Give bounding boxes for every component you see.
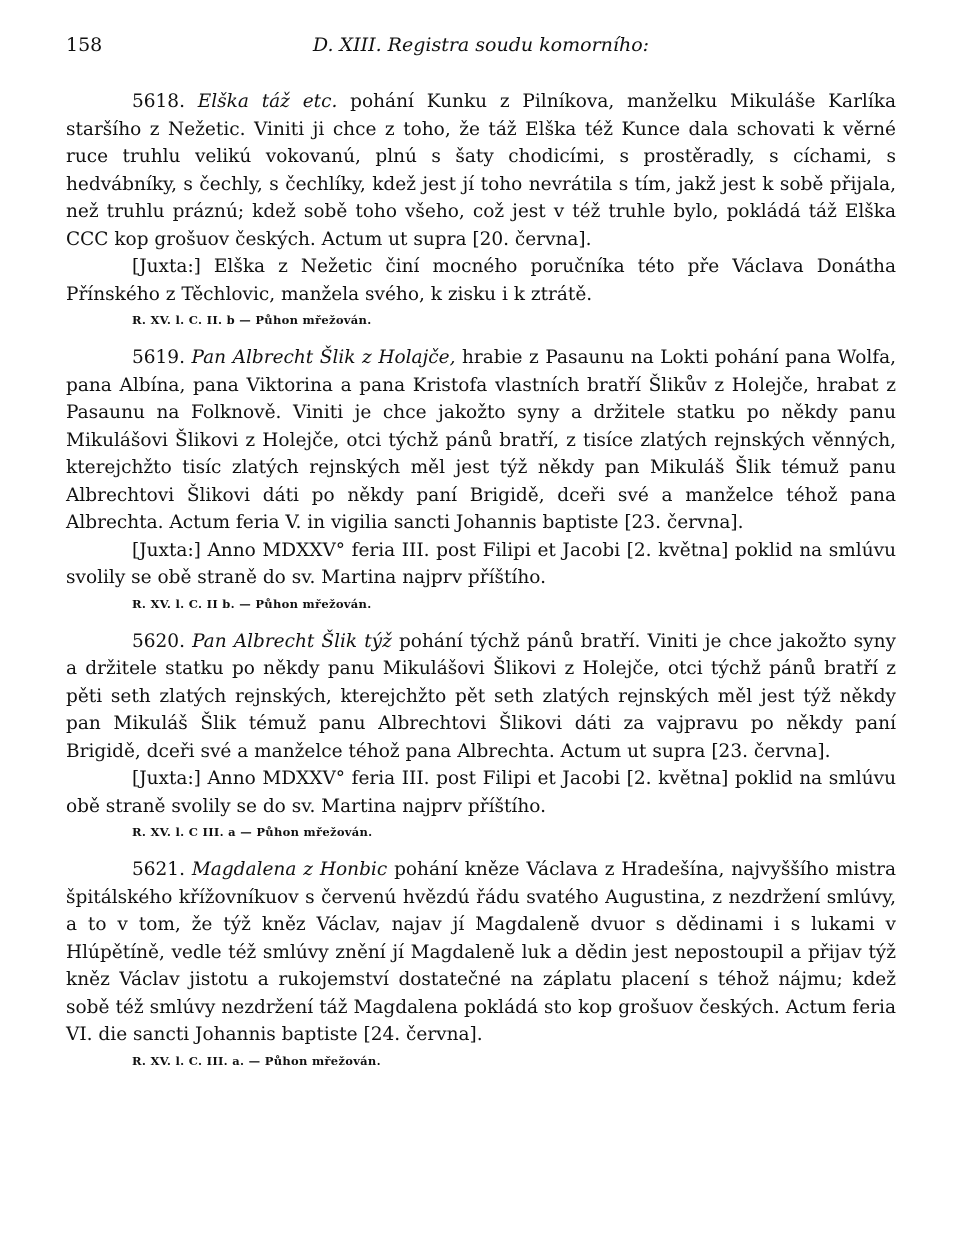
entry-number: 5621.: [132, 859, 185, 880]
archive-signature: R. XV. l. C. III. a. — Půhon mřežován.: [132, 1053, 381, 1068]
entry-party-name: Pan Albrecht Šlik z Holajče,: [191, 347, 456, 368]
archive-signature: R. XV. l. C III. a — Půhon mřežován.: [132, 825, 373, 839]
entry-party-name: Pan Albrecht Šlik týž: [192, 630, 392, 652]
entry-party-name: Magdalena z Honbic: [191, 859, 388, 880]
entry-text: pohání Kunku z Pilníkova, manželku Mikuláše Karlíka staršího z Nežetic. Viniti ji chce z toho, že táž Elška též Kunce dala schovati k věrné ruce truhlu velikú vokovanú, plnú s šaty chodicími, s prostěradly, s cíchami, s hedvábníky, s čechly, s čechlíky, kdež jest jí toho nevrátila s tím, jakž jest k sobě přijala, než truhlu práznú; kdež sobě toho všeho, což jest v též truhle bylo, pokládá táž Elška CCC kop grošuov českých. Actum ut supra [20. června].: [66, 91, 896, 250]
juxta-paragraph: [Juxta:] Elška z Nežetic činí mocného poručníka této pře Václava Donátha Přínského z Těchlovic, manžela svého, k zisku i k ztrátě.: [66, 256, 896, 305]
entry-5619: [66, 344, 896, 614]
archive-signature: R. XV. l. C. II. b — Půhon mřežován.: [132, 313, 372, 327]
entry-paragraph: [66, 628, 896, 766]
entry-number: 5620.: [132, 630, 185, 652]
archive-signature: R. XV. l. C. II b. — Půhon mřežován.: [132, 596, 372, 611]
entry-text: hrabie z Pasaunu na Lokti pohání pana Wolfa, pana Albína, pana Viktorina a pana Kristofa vlastních bratří Šlikův z Holejče, hrabat z Pasaunu na Folknově. Viniti je chce jakožto syny a držitele statku po někdy panu Mikulášovi Šlikovi z Holejče, otci týchž pánů bratří, z tisíce zlatých rejnských věnných, kterejchžto tisíc zlatých rejnských měl jest týž někdy pan Mikuláš Šlik témuž panu Albrechtovi Šlikovi dáti po někdy paní Brigidě, dceři své a manželce téhož pana Albrechta. Actum feria V. in vigilia sancti Johannis baptiste [23. června].: [66, 347, 897, 533]
juxta-paragraph: [Juxta:] Anno MDXXV° feria III. post Filipi et Jacobi [2. května] poklid na smlúvu obě straně svolily se do sv. Martina najprv příštího.: [66, 768, 896, 817]
juxta-paragraph: [Juxta:] Anno MDXXV° feria III. post Filipi et Jacobi [2. května] poklid na smlúvu svolily se obě straně do sv. Martina najprv příštího.: [66, 539, 896, 588]
entry-number: 5618.: [132, 91, 185, 112]
entry-text: pohání týchž pánů bratří. Viniti je chce jakožto syny a držitele statku po někdy panu Mikulášovi Šlikovi z Holejče, otci týchž pánů bratří z pěti seth zlatých rejnských, kterejchžto pět seth zlatých rejnských měl jest týž někdy pan Mikuláš Šlik témuž panu Albrechtovi Šlikovi dáti za vajpravu po někdy paní Brigidě, dceři své a manželce téhož pana Albrechta. Actum ut supra [23. června].: [66, 630, 896, 762]
entry-5621: [66, 856, 896, 1071]
entry-5618: [66, 88, 896, 330]
document-body: [66, 88, 896, 1085]
entry-paragraph: [66, 88, 896, 253]
entry-paragraph: [66, 344, 896, 537]
entry-party-name: Elška táž etc.: [197, 91, 338, 112]
entry-5620: [66, 628, 896, 843]
entry-number: 5619.: [132, 347, 185, 368]
page-number: 158: [66, 34, 103, 56]
entry-text: pohání kněze Václava z Hradešína, najvyššího mistra špitálského křížovníkuov s červenú hvězdú řádu svatého Augustina, z nezdržení smlúvy, a to v tom, že týž kněz Václav, najav jí Magdaleně dvuor s dědinami i s lukami v Hlúpětíně, vedle též smlúvy znění jí Magdaleně luk a dědin jest nepostoupil a přijav týž kněz Václav jistotu a rukojemství dostatečné na záplatu placení s téhož nájmu; kdež sobě též smlúvy nezdržení táž Magdalena pokládá sto kop grošuov českých. Actum feria VI. die sancti Johannis baptiste [24. června].: [66, 859, 896, 1045]
page-header: [66, 34, 896, 64]
entry-paragraph: [66, 856, 896, 1049]
running-title: D. XIII. Registra soudu komorního:: [312, 34, 650, 56]
